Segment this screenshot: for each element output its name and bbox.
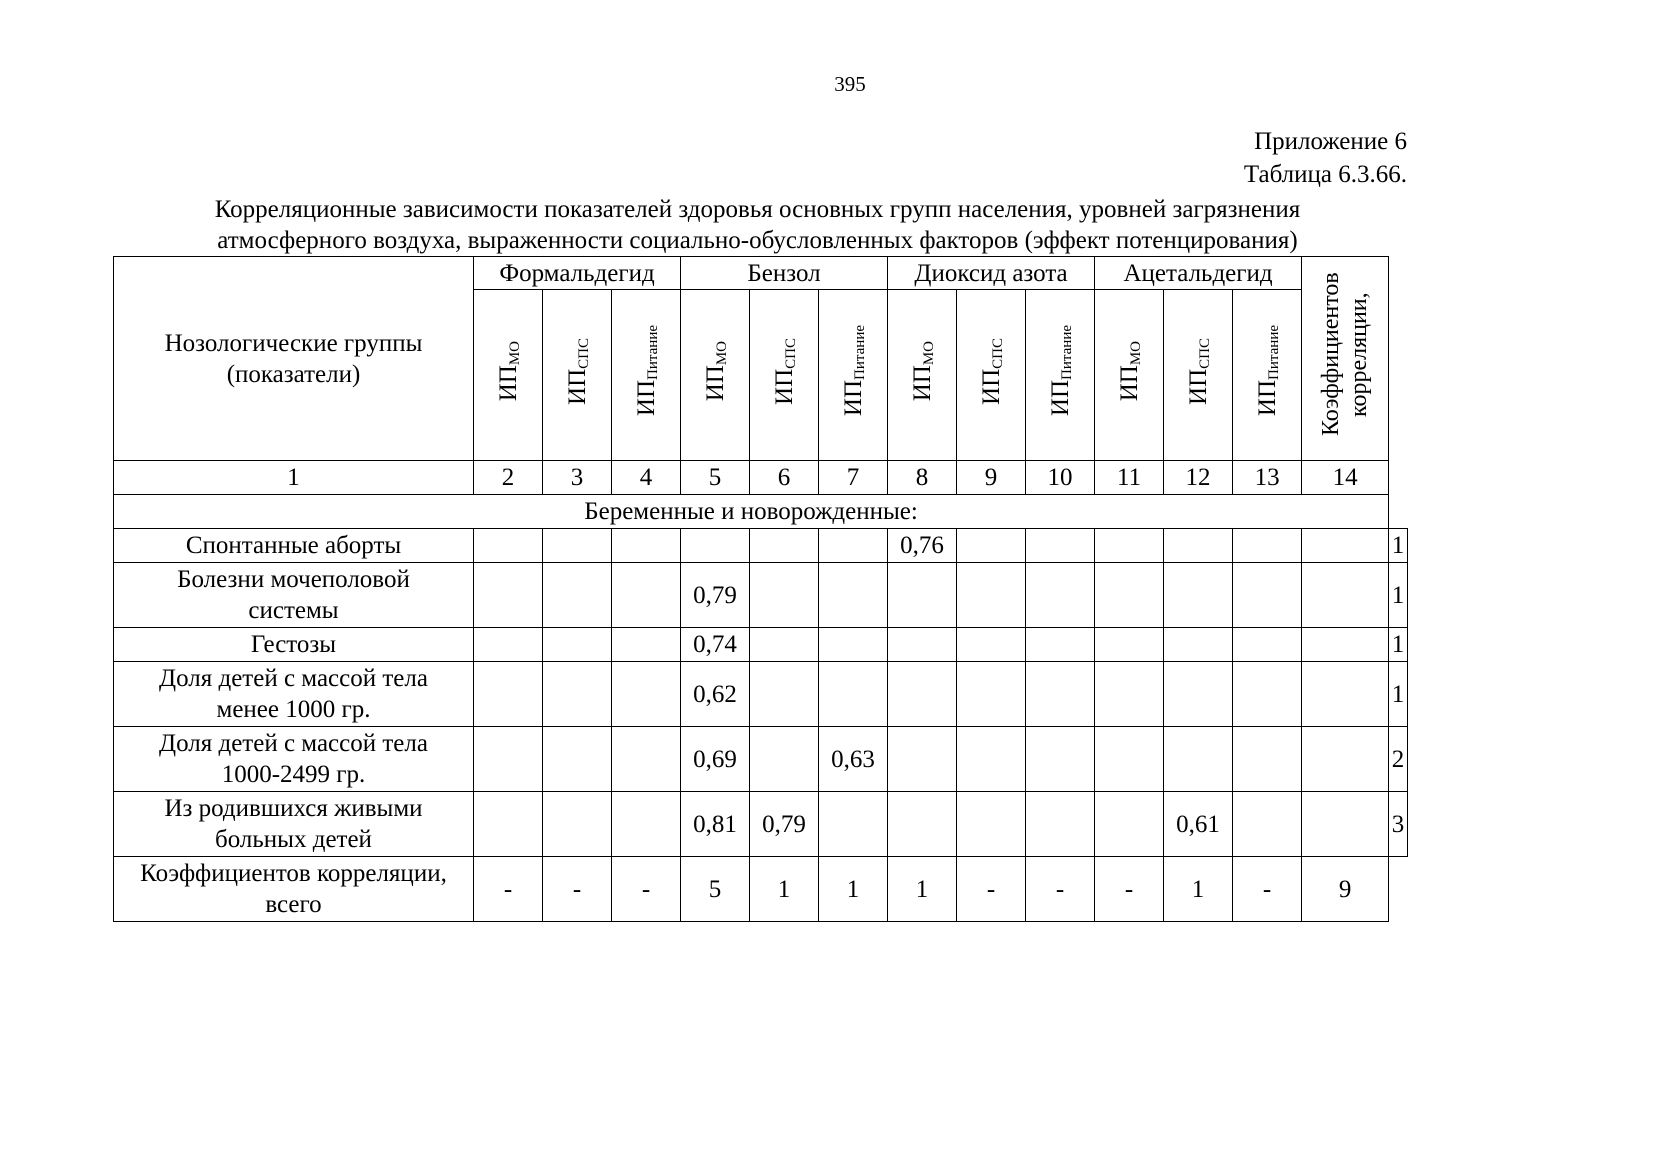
value-cell: [612, 727, 681, 792]
value-cell: [1233, 792, 1302, 857]
caption-line-2: атмосферного воздуха, выраженности социально-обусловленных факторов (эффект потенцирования): [217, 227, 1298, 254]
value-cell: [1026, 792, 1095, 857]
value-cell: [1233, 628, 1302, 662]
row-total-cell: 2: [1389, 727, 1408, 792]
value-cell: [957, 628, 1026, 662]
value-cell: [750, 628, 819, 662]
value-cell: [819, 563, 888, 628]
section-title: Беременные и новорожденные:: [114, 495, 1389, 529]
value-cell: [1164, 727, 1233, 792]
value-cell: [1026, 563, 1095, 628]
value-cell: [1026, 529, 1095, 563]
value-cell: [888, 662, 957, 727]
value-cell: [543, 563, 612, 628]
value-cell: [1233, 529, 1302, 563]
value-cell: [474, 628, 543, 662]
column-number-14: 14: [1302, 461, 1389, 495]
row-label: Болезни мочеполовой системы: [114, 563, 474, 628]
table-row: [114, 628, 1408, 662]
row-label: Спонтанные аборты: [114, 529, 474, 563]
header-group-benzene: Бензол: [681, 257, 888, 290]
header-sub-4: $ИП_{Питание}$: [612, 290, 681, 461]
column-number-row: [114, 461, 1408, 495]
total-value-cell: -: [474, 857, 543, 922]
value-cell: [1095, 529, 1164, 563]
total-value-cell: 1: [888, 857, 957, 922]
value-cell: [1233, 662, 1302, 727]
value-cell: 0,69: [681, 727, 750, 792]
total-value-cell: 5: [681, 857, 750, 922]
header-correlation-coefficients: [1302, 257, 1389, 461]
value-cell: [474, 727, 543, 792]
value-cell: [1302, 792, 1389, 857]
header-sub-5: $ИП_{МО}$: [681, 290, 750, 461]
total-value-cell: -: [612, 857, 681, 922]
total-value-cell: 1: [750, 857, 819, 922]
value-cell: [888, 792, 957, 857]
value-cell: 0,81: [681, 792, 750, 857]
section-row: [114, 495, 1408, 529]
value-cell: [1302, 727, 1389, 792]
value-cell: [474, 563, 543, 628]
row-label: Гестозы: [114, 628, 474, 662]
header-group-row: [114, 257, 1408, 290]
total-value-cell: -: [1026, 857, 1095, 922]
row-label: Доля детей с массой тела 1000-2499 гр.: [114, 727, 474, 792]
value-cell: [1095, 628, 1164, 662]
header-group-nitrogen-dioxide: Диоксид азота: [888, 257, 1095, 290]
table-row: [114, 662, 1408, 727]
header-sub-10: $ИП_{Питание}$: [1026, 290, 1095, 461]
value-cell: [819, 529, 888, 563]
table-row: [114, 792, 1408, 857]
value-cell: [750, 727, 819, 792]
column-number-11: 11: [1095, 461, 1164, 495]
value-cell: 0,76: [888, 529, 957, 563]
value-cell: [888, 563, 957, 628]
value-cell: [1233, 563, 1302, 628]
column-number-9: 9: [957, 461, 1026, 495]
table-label: Таблица 6.3.66.: [1243, 161, 1407, 188]
value-cell: 0,62: [681, 662, 750, 727]
value-cell: [612, 628, 681, 662]
total-value-cell: -: [957, 857, 1026, 922]
header-sub-12: $ИП_{СПС}$: [1164, 290, 1233, 461]
header-first-col-line-2: (показатели): [226, 360, 361, 388]
grand-total-cell: 9: [1302, 857, 1389, 922]
total-value-cell: -: [1233, 857, 1302, 922]
total-value-cell: 1: [1164, 857, 1233, 922]
value-cell: [612, 662, 681, 727]
totals-row: [114, 857, 1408, 922]
value-cell: [957, 529, 1026, 563]
value-cell: [957, 727, 1026, 792]
column-number-5: 5: [681, 461, 750, 495]
appendix-label: Приложение 6: [1254, 128, 1407, 155]
total-value-cell: -: [1095, 857, 1164, 922]
value-cell: [888, 628, 957, 662]
header-group-formaldehyde: Формальдегид: [474, 257, 681, 290]
value-cell: [1233, 727, 1302, 792]
table-row: [114, 727, 1408, 792]
header-sub-7: $ИП_{Питание}$: [819, 290, 888, 461]
row-label: Из родившихся живыми больных детей: [114, 792, 474, 857]
value-cell: [957, 563, 1026, 628]
value-cell: [750, 529, 819, 563]
value-cell: [1302, 628, 1389, 662]
value-cell: [1302, 563, 1389, 628]
column-number-6: 6: [750, 461, 819, 495]
value-cell: 0,79: [750, 792, 819, 857]
row-label: Коэффициентов корреляции, всего: [114, 857, 474, 922]
table-row: [114, 563, 1408, 628]
header-first-col-line-1: Нозологические группы: [164, 329, 423, 357]
value-cell: [888, 727, 957, 792]
value-cell: [1095, 792, 1164, 857]
header-group-acetaldehyde: Ацетальдегид: [1095, 257, 1302, 290]
header-sub-8: $ИП_{МО}$: [888, 290, 957, 461]
value-cell: [612, 563, 681, 628]
header-last-col-line-2: корреляции,: [1346, 292, 1373, 417]
row-label: Доля детей с массой тела менее 1000 гр.: [114, 662, 474, 727]
table-row: [114, 529, 1408, 563]
value-cell: [612, 792, 681, 857]
value-cell: [1095, 727, 1164, 792]
value-cell: [612, 529, 681, 563]
value-cell: [819, 662, 888, 727]
value-cell: [1164, 628, 1233, 662]
total-value-cell: 1: [819, 857, 888, 922]
total-value-cell: -: [543, 857, 612, 922]
value-cell: [474, 662, 543, 727]
column-number-3: 3: [543, 461, 612, 495]
header-sub-2: $ИП_{МО}$: [474, 290, 543, 461]
correlation-table: [113, 256, 1408, 922]
row-total-cell: 1: [1389, 628, 1408, 662]
value-cell: [1026, 727, 1095, 792]
value-cell: [1164, 563, 1233, 628]
value-cell: [543, 529, 612, 563]
column-number-12: 12: [1164, 461, 1233, 495]
value-cell: [543, 628, 612, 662]
value-cell: [474, 529, 543, 563]
value-cell: [543, 792, 612, 857]
column-number-7: 7: [819, 461, 888, 495]
value-cell: [957, 792, 1026, 857]
value-cell: [1302, 662, 1389, 727]
header-last-col-line-1: Коэффициентов: [1318, 272, 1345, 437]
value-cell: [1026, 662, 1095, 727]
header-sub-9: $ИП_{СПС}$: [957, 290, 1026, 461]
value-cell: 0,61: [1164, 792, 1233, 857]
value-cell: [819, 792, 888, 857]
value-cell: [1164, 662, 1233, 727]
row-total-cell: 1: [1389, 529, 1408, 563]
value-cell: [543, 662, 612, 727]
value-cell: [1302, 529, 1389, 563]
value-cell: 0,63: [819, 727, 888, 792]
header-sub-13: $ИП_{Питание}$: [1233, 290, 1302, 461]
page-number: 395: [834, 72, 866, 96]
value-cell: [819, 628, 888, 662]
header-sub-11: $ИП_{МО}$: [1095, 290, 1164, 461]
header-sub-3: $ИП_{СПС}$: [543, 290, 612, 461]
caption-line-1: Корреляционные зависимости показателей здоровья основных групп населения, уровней загрязнения: [214, 196, 1301, 223]
value-cell: [543, 727, 612, 792]
column-number-4: 4: [612, 461, 681, 495]
value-cell: 0,79: [681, 563, 750, 628]
column-number-1: 1: [114, 461, 474, 495]
header-sub-6: $ИП_{СПС}$: [750, 290, 819, 461]
value-cell: [957, 662, 1026, 727]
column-number-2: 2: [474, 461, 543, 495]
column-number-8: 8: [888, 461, 957, 495]
value-cell: 0,74: [681, 628, 750, 662]
column-number-10: 10: [1026, 461, 1095, 495]
value-cell: [1095, 563, 1164, 628]
value-cell: [474, 792, 543, 857]
value-cell: [681, 529, 750, 563]
value-cell: [1164, 529, 1233, 563]
value-cell: [750, 563, 819, 628]
value-cell: [1026, 628, 1095, 662]
row-total-cell: 3: [1389, 792, 1408, 857]
table-caption: [110, 194, 1405, 256]
header-nosological-groups: [114, 257, 474, 461]
row-total-cell: 1: [1389, 662, 1408, 727]
value-cell: [1095, 662, 1164, 727]
row-total-cell: 1: [1389, 563, 1408, 628]
value-cell: [750, 662, 819, 727]
column-number-13: 13: [1233, 461, 1302, 495]
